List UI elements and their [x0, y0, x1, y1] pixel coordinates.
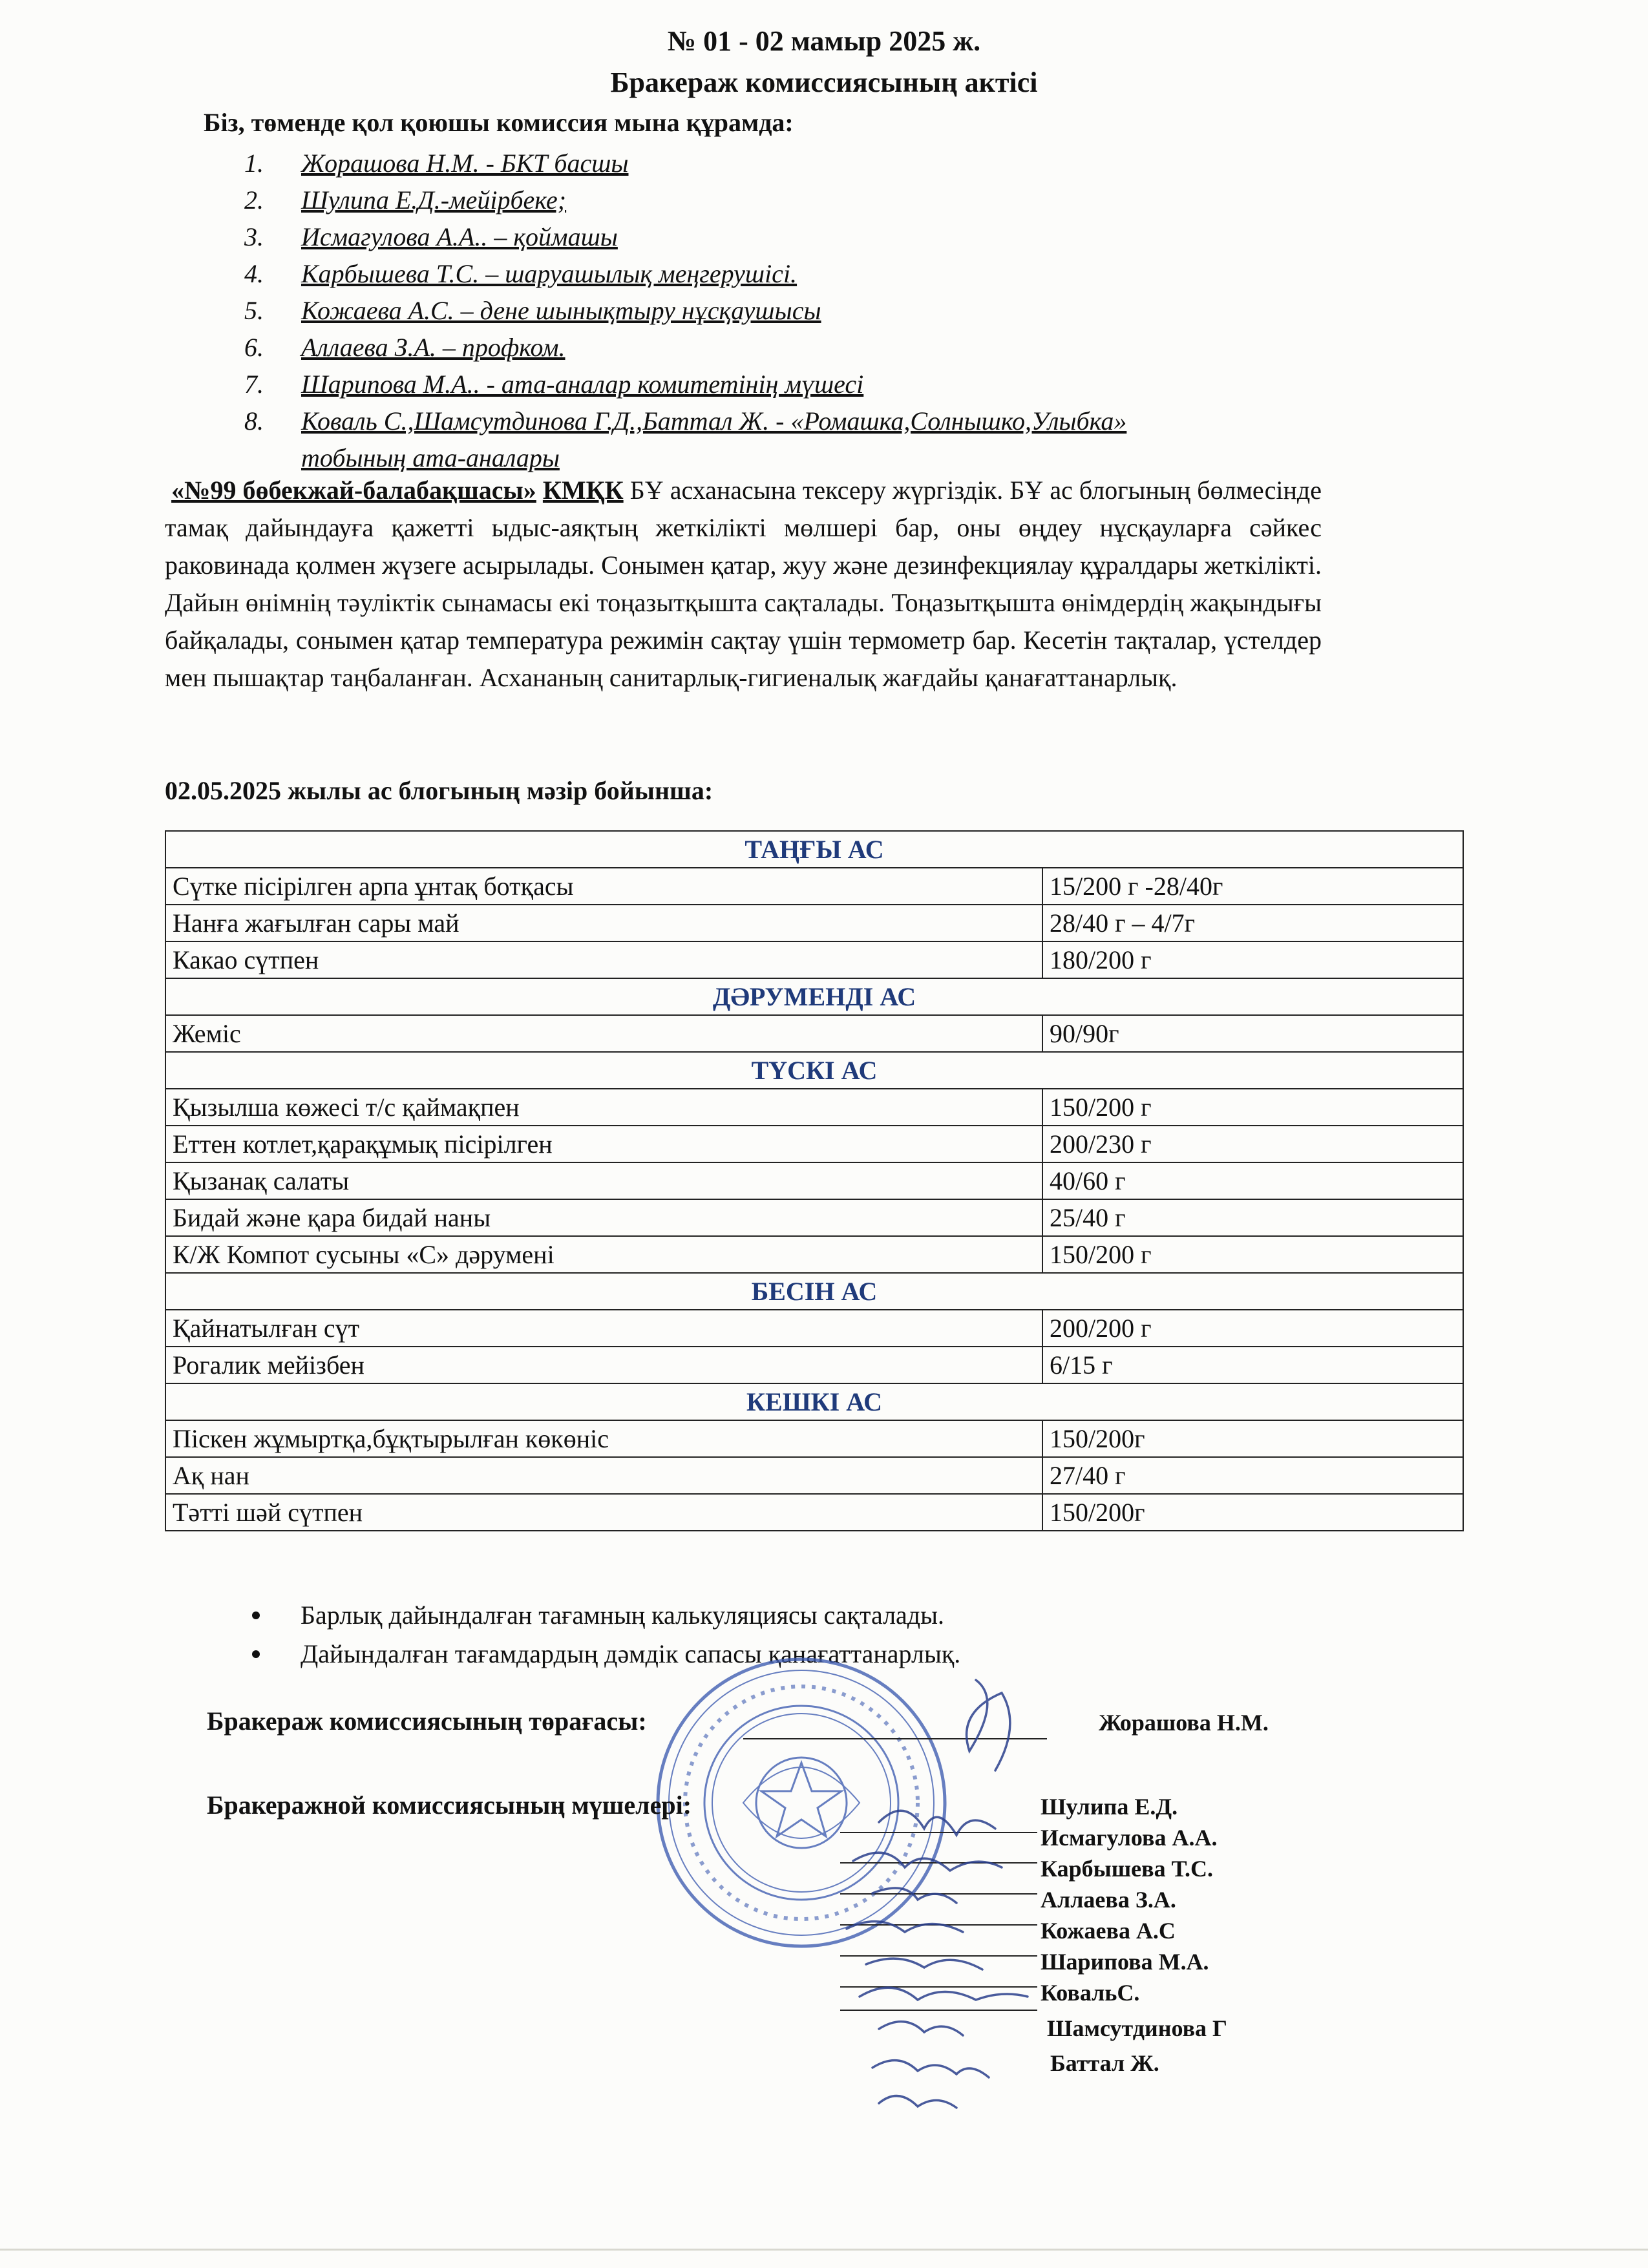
- section-row: [165, 978, 1463, 1015]
- section-row: [165, 831, 1463, 868]
- handwritten-signatures: [808, 1674, 1079, 2119]
- dish-portion: 150/200г: [1042, 1494, 1463, 1531]
- dish-name: К/Ж Компот сусыны «С» дәрумені: [165, 1236, 1042, 1273]
- list-item: 5. Кожаева А.С. – дене шынықтыру нұсқаушысы: [244, 296, 821, 325]
- table-row: [165, 868, 1463, 905]
- dish-name: Нанға жағылған сары май: [165, 905, 1042, 941]
- section-title: ТҮСКІ АС: [165, 1052, 1463, 1089]
- section-title: КЕШКІ АС: [165, 1383, 1463, 1420]
- table-row: [165, 941, 1463, 978]
- dish-name: Ақ нан: [165, 1457, 1042, 1494]
- table-row: [165, 1089, 1463, 1126]
- section-row: [165, 1273, 1463, 1310]
- list-item: 6. Аллаева З.А. – профком.: [244, 333, 565, 362]
- dish-name: Жеміс: [165, 1015, 1042, 1052]
- signature-name: КовальС.: [1041, 1980, 1140, 2006]
- dish-portion: 15/200 г -28/40г: [1042, 868, 1463, 905]
- section-title: ДӘРУМЕНДІ АС: [165, 978, 1463, 1015]
- list-item: Барлық дайындалған тағамның калькуляциясы сақталады.: [252, 1596, 960, 1635]
- list-item: 1. Жорашова Н.М. - БКТ басшы: [244, 149, 629, 178]
- dish-name: Еттен котлет,қарақұмық пісірілген: [165, 1126, 1042, 1162]
- dish-name: Қайнатылған сүт: [165, 1310, 1042, 1347]
- list-item: 4. Карбышева Т.С. – шаруашылық меңгерушісі.: [244, 259, 798, 288]
- members-label: Бракеражной комиссиясының мүшелері:: [207, 1790, 692, 1820]
- dish-portion: 150/200г: [1042, 1420, 1463, 1457]
- inspection-paragraph: [165, 472, 1322, 697]
- table-row: [165, 1310, 1463, 1347]
- dish-name: Рогалик мейізбен: [165, 1347, 1042, 1383]
- chair-name: Жорашова Н.М.: [1099, 1710, 1269, 1736]
- table-row: [165, 1420, 1463, 1457]
- dish-name: Қызанақ салаты: [165, 1162, 1042, 1199]
- dish-name: Қызылша көжесі т/с қаймақпен: [165, 1089, 1042, 1126]
- paragraph-text: БҰ асханасына тексеру жүргіздік. БҰ ас блогының бөлмесінде тамақ дайындауға қажетті ыдыс-аяқтың жеткілікті мөлшері бар, оны өңдеу нұсқауларға сәйкес раковинада қолмен жүзеге асырылады. Сонымен қатар, жуу және дезинфекциялау құралдары жеткілікті. Дайын өнімнің тәуліктік сынамасы екі тоңазытқышта сақталады. Тоңазытқышта өнімдердің жақындығы байқалады, сонымен қатар температура режимін сақтау үшін термометр бар. Кесетін тақталар, үстелдер мен пышақтар таңбаланған. Асхананың санитарлық-гигиеналық жағдайы қанағаттанарлық.: [165, 476, 1322, 692]
- table-row: [165, 1162, 1463, 1199]
- chair-label: Бракераж комиссиясының төрағасы:: [207, 1706, 647, 1736]
- table-row: [165, 1457, 1463, 1494]
- document-title: Бракераж комиссиясының актісі: [610, 67, 1038, 98]
- list-item: Дайындалған тағамдардың дәмдік сапасы қанағаттанарлық.: [252, 1635, 960, 1674]
- dish-name: Піскен жұмыртқа,бұқтырылған көкөніс: [165, 1420, 1042, 1457]
- menu-table: [165, 830, 1464, 1531]
- organization-type: КМҚК: [542, 476, 624, 505]
- signature-name: Исмагулова А.А.: [1041, 1825, 1218, 1851]
- dish-name: Сүтке пісірілген арпа ұнтақ ботқасы: [165, 868, 1042, 905]
- table-row: [165, 1494, 1463, 1531]
- list-item: 2. Шулипа Е.Д.-мейірбеке;: [244, 185, 567, 215]
- dish-portion: 27/40 г: [1042, 1457, 1463, 1494]
- list-item: 3. Исмагулова А.А.. – қоймашы: [244, 222, 618, 251]
- dish-portion: 40/60 г: [1042, 1162, 1463, 1199]
- signature-name: Шарипова М.А.: [1041, 1949, 1209, 1975]
- bullet-icon: [252, 1650, 260, 1658]
- dish-portion: 150/200 г: [1042, 1236, 1463, 1273]
- section-row: [165, 1052, 1463, 1089]
- dish-portion: 90/90г: [1042, 1015, 1463, 1052]
- menu-heading: 02.05.2025 жылы ас блогының мәзір бойынша:: [165, 776, 713, 805]
- dish-portion: 180/200 г: [1042, 941, 1463, 978]
- dish-portion: 28/40 г – 4/7г: [1042, 905, 1463, 941]
- commission-members-list: [244, 145, 1127, 472]
- signature-name: Баттал Ж.: [1050, 2050, 1159, 2076]
- section-title: ТАҢҒЫ АС: [165, 831, 1463, 868]
- dish-name: Какао сүтпен: [165, 941, 1042, 978]
- signature-name: Карбышева Т.С.: [1041, 1856, 1213, 1882]
- list-item: 8. Коваль С.,Шамсутдинова Г.Д.,Баттал Ж. - «Ромашка,Солнышко,Улыбка» тобының ата-аналары: [244, 406, 1127, 472]
- dish-name: Бидай және қара бидай наны: [165, 1199, 1042, 1236]
- organization-name: «№99 бөбекжай-балабақшасы»: [171, 476, 536, 505]
- section-row: [165, 1383, 1463, 1420]
- table-row: [165, 1126, 1463, 1162]
- signature-name: Аллаева З.А.: [1041, 1887, 1176, 1913]
- dish-portion: 150/200 г: [1042, 1089, 1463, 1126]
- signature-name: Кожаева А.С: [1041, 1918, 1176, 1944]
- signature-name: Шамсутдинова Г: [1047, 2015, 1227, 2041]
- signature-name: Шулипа Е.Д.: [1041, 1794, 1178, 1820]
- dish-portion: 200/200 г: [1042, 1310, 1463, 1347]
- list-item: 7. Шарипова М.А.. - ата-аналар комитетінің мүшесі: [244, 370, 864, 399]
- dish-name: Тәтті шәй сүтпен: [165, 1494, 1042, 1531]
- table-row: [165, 1236, 1463, 1273]
- intro-text: Біз, төменде қол қоюшы комиссия мына құрамда:: [204, 108, 794, 137]
- bullet-icon: [252, 1612, 260, 1619]
- table-row: [165, 1347, 1463, 1383]
- document-number: № 01 - 02 мамыр 2025 ж.: [667, 25, 981, 57]
- dish-portion: 25/40 г: [1042, 1199, 1463, 1236]
- table-row: [165, 1199, 1463, 1236]
- table-row: [165, 1015, 1463, 1052]
- page-edge: [0, 2249, 1648, 2251]
- dish-portion: 200/230 г: [1042, 1126, 1463, 1162]
- table-row: [165, 905, 1463, 941]
- dish-portion: 6/15 г: [1042, 1347, 1463, 1383]
- section-title: БЕСІН АС: [165, 1273, 1463, 1310]
